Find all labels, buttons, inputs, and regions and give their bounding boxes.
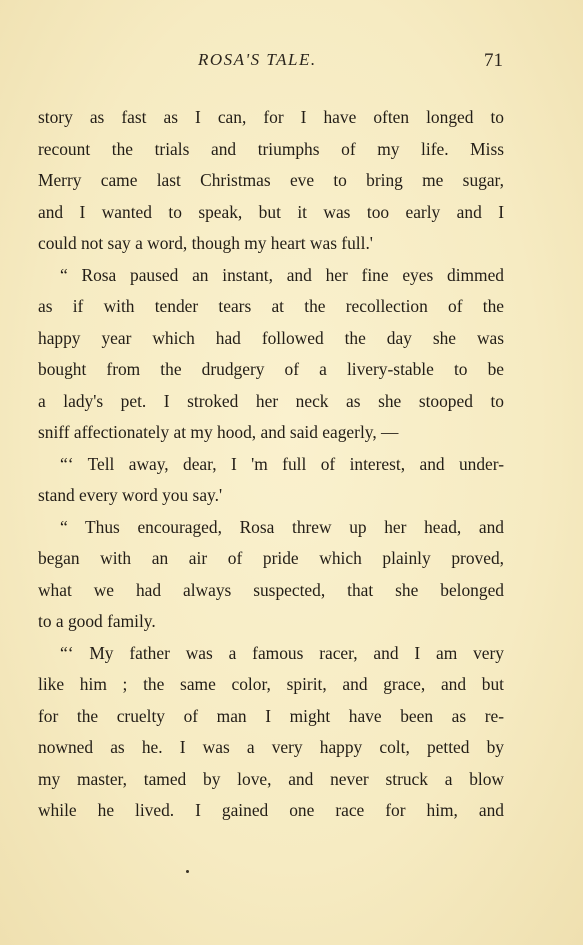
text-line: “ Rosa paused an instant, and her fine eyes dimmed: [60, 264, 504, 285]
running-title: ROSA'S TALE.: [198, 50, 317, 69]
text-line: happy year which had followed the day she was: [38, 327, 504, 348]
text-line: “‘ My father was a famous racer, and I am very: [60, 642, 504, 663]
text-line: stand every word you say.': [38, 485, 223, 505]
running-head: [0, 50, 583, 76]
text-line: like him ; the same color, spirit, and grace, and but: [38, 674, 504, 694]
text-line: to a good family.: [38, 611, 156, 631]
text-line: a lady's pet. I stroked her neck as she stooped to: [38, 390, 504, 411]
text-line: my master, tamed by love, and never struck a blow: [38, 768, 504, 789]
text-line: story as fast as I can, for I have often longed to: [38, 107, 504, 127]
text-line: could not say a word, though my heart was full.': [38, 233, 373, 253]
text-line: and I wanted to speak, but it was too early and I: [38, 201, 504, 222]
print-speck: [186, 870, 189, 873]
page-number: 71: [484, 50, 503, 71]
body-text: [38, 102, 504, 827]
text-line: Merry came last Christmas eve to bring me sugar,: [38, 170, 504, 190]
text-line: sniff affectionately at my hood, and said eagerly, —: [38, 422, 399, 442]
text-line: as if with tender tears at the recollection of the: [38, 296, 504, 316]
text-line: while he lived. I gained one race for him, and: [38, 800, 504, 820]
text-line: began with an air of pride which plainly proved,: [38, 548, 504, 568]
text-line: bought from the drudgery of a livery-stable to be: [38, 359, 504, 379]
text-line: recount the trials and triumphs of my life. Miss: [38, 138, 504, 159]
text-line: what we had always suspected, that she belonged: [38, 579, 504, 600]
text-line: “ Thus encouraged, Rosa threw up her head, and: [60, 516, 504, 537]
text-line: nowned as he. I was a very happy colt, petted by: [38, 737, 504, 757]
text-line: “‘ Tell away, dear, I 'm full of interest, and under-: [60, 453, 504, 474]
text-line: for the cruelty of man I might have been as re-: [38, 705, 504, 726]
